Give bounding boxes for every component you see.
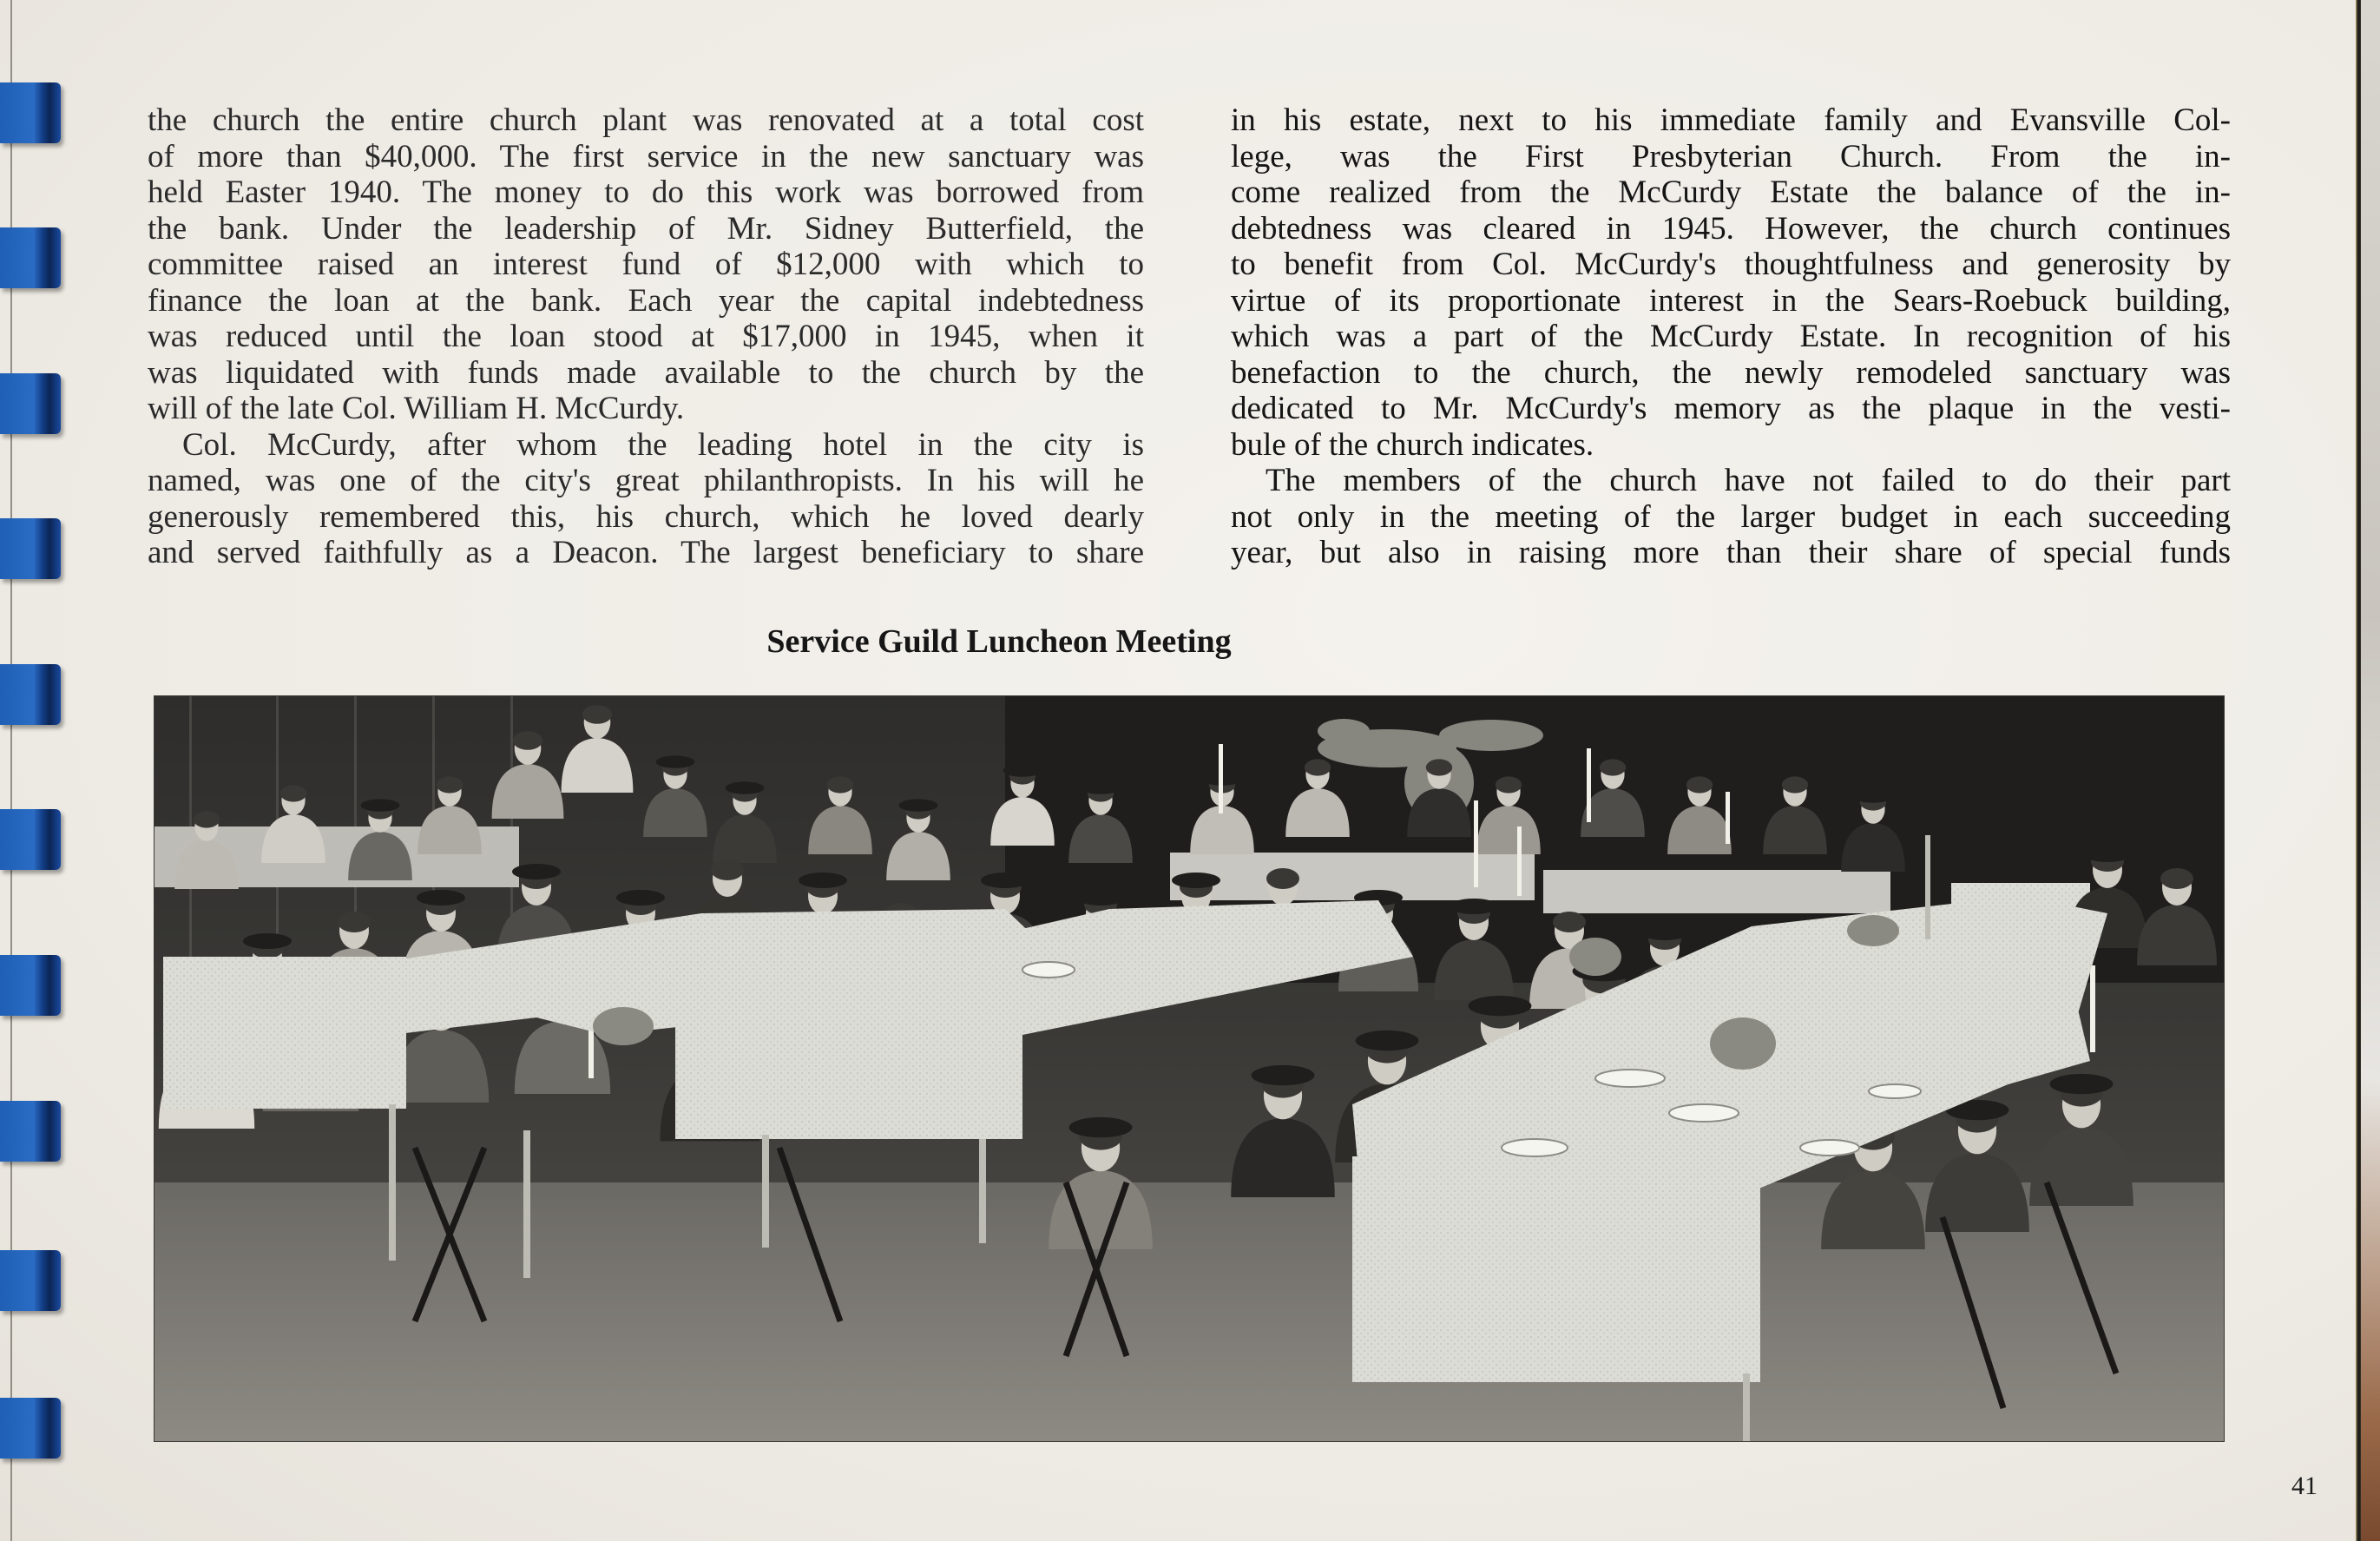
hat	[1640, 925, 1689, 940]
paragraph	[148, 427, 1144, 571]
hat	[2083, 846, 2132, 862]
hat	[1854, 790, 1893, 802]
binding-ring	[0, 955, 61, 1016]
photo-caption: Service Guild Luncheon Meeting	[766, 623, 1232, 660]
text-line: generously remembered this, his church, which he loved dearly	[148, 498, 1144, 535]
text-line: bule of the church indicates.	[1231, 426, 1594, 463]
hat	[1003, 764, 1042, 776]
text-line: not only in the meeting of the larger budget in each succeeding	[1231, 498, 2231, 535]
text-line: named, was one of the city's great philanthropists. In his will he	[148, 463, 1144, 498]
hat	[799, 873, 847, 888]
text-line: in his estate, next to his immediate family and Evansville Col-	[1231, 102, 2231, 138]
hat	[1252, 1065, 1315, 1085]
hat	[656, 755, 695, 767]
text-line: debtedness was cleared in 1945. However, the church continues	[1231, 210, 2231, 247]
hat	[899, 799, 938, 811]
hat	[726, 781, 765, 794]
text-line: was reduced until the loan stood at $17,000 in 1945, when it	[148, 319, 1144, 354]
text-line: The members of the church have not failed to do their part	[1266, 463, 2231, 498]
binding-ring	[0, 227, 61, 288]
left-text-column	[148, 102, 1144, 571]
binding-ring	[0, 518, 61, 579]
text-line: was liquidated with funds made available to the church by the	[148, 354, 1144, 391]
hat	[1450, 899, 1498, 914]
hat	[1172, 873, 1220, 888]
text-line: which was a part of the McCurdy Estate. In recognition of his	[1231, 319, 2231, 354]
luncheon-photo	[155, 696, 2224, 1441]
binding-ring	[0, 1398, 61, 1459]
binding-ring	[0, 1101, 61, 1162]
paragraph	[148, 102, 1144, 427]
hat	[1076, 890, 1125, 906]
text-line: held Easter 1940. The money to do this work was borrowed from	[148, 175, 1144, 210]
text-line: Col. McCurdy, after whom the leading hotel in the city is	[182, 426, 1144, 463]
text-line: committee raised an interest fund of $12,000 with which to	[148, 247, 1144, 282]
text-line: come realized from the McCurdy Estate the balance of the in-	[1231, 175, 2231, 210]
hat	[1069, 1117, 1133, 1137]
hat	[243, 933, 292, 949]
text-line: and served faithfully as a Deacon. The largest beneficiary to share	[148, 535, 1144, 570]
binding-ring	[0, 664, 61, 725]
text-line: benefaction to the church, the newly remodeled sanctuary was	[1231, 354, 2231, 391]
hat	[417, 890, 465, 906]
text-line: the church the entire church plant was renovated at a total cost	[148, 102, 1144, 138]
text-line: virtue of its proportionate interest in the Sears-Roebuck building,	[1231, 282, 2231, 319]
text-line: to benefit from Col. McCurdy's thoughtfulness and generosity by	[1231, 247, 2231, 282]
binding-ring	[0, 82, 61, 143]
text-line: of more than $40,000. The first service in the new sanctuary was	[148, 138, 1144, 175]
hat	[616, 890, 665, 906]
hat	[512, 864, 561, 879]
page-number: 41	[2291, 1472, 2318, 1500]
hat	[2050, 1074, 2114, 1094]
text-line: year, but also in raising more than their share of special funds	[1231, 535, 2231, 570]
underlying-surface	[2361, 0, 2380, 1541]
paragraph	[1231, 463, 2231, 571]
text-line: will of the late Col. William H. McCurdy.	[148, 391, 685, 426]
text-line: the bank. Under the leadership of Mr. Sidney Butterfield, the	[148, 210, 1144, 247]
photo-illustration	[155, 696, 2224, 1441]
text-line: lege, was the First Presbyterian Church. From the in-	[1231, 138, 2231, 175]
hat	[1356, 1031, 1419, 1050]
text-line: dedicated to Mr. McCurdy's memory as the plaque in the vesti-	[1231, 391, 2231, 426]
hat	[981, 873, 1029, 888]
binding-ring	[0, 373, 61, 434]
paragraph	[1231, 102, 2231, 463]
right-text-column	[1231, 102, 2231, 571]
hat	[361, 799, 400, 811]
hat	[1469, 996, 1532, 1016]
text-line: finance the loan at the bank. Each year the capital indebtedness	[148, 282, 1144, 319]
hat	[1082, 781, 1121, 794]
binding-ring	[0, 809, 61, 870]
binding-ring	[0, 1250, 61, 1311]
